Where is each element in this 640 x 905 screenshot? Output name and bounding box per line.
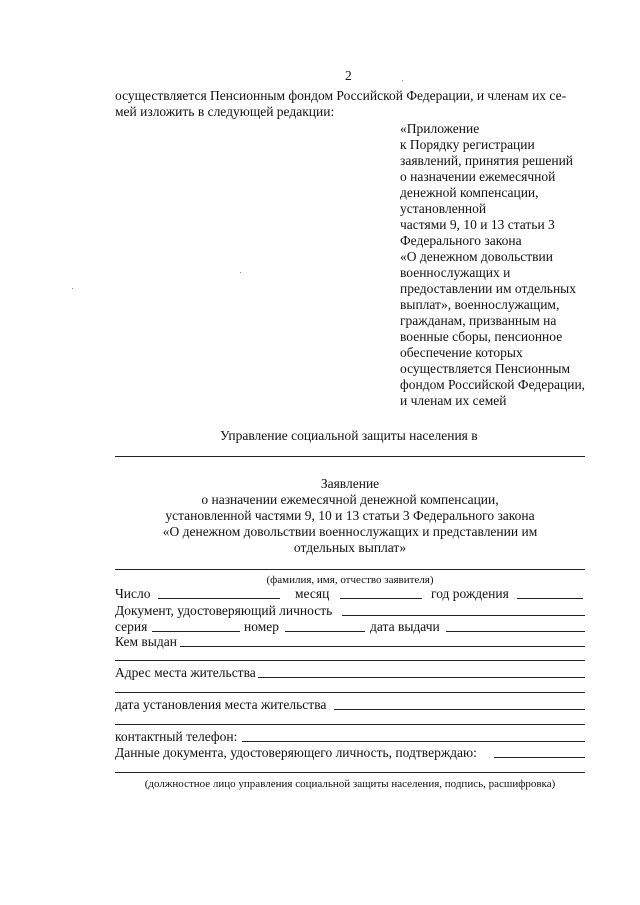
issue-date-field[interactable]	[446, 631, 585, 632]
official-caption: (должностное лицо управления социальной защиты населения, подпись, расшифровка)	[144, 778, 556, 790]
annex-line: «Приложение	[400, 121, 480, 136]
annex-line: частями 9, 10 и 13 статьи 3	[400, 217, 555, 232]
issued-by-label: Кем выдан	[115, 634, 177, 649]
title-line-4: «О денежном довольствии военнослужащих и представлении им	[162, 524, 538, 539]
birth-year-label: год рождения	[431, 586, 509, 601]
scan-speck	[240, 272, 241, 273]
annex-line: денежной компенсации,	[400, 185, 539, 200]
fio-caption: (фамилия, имя, отчество заявителя)	[266, 574, 434, 586]
title-line-1: Заявление	[320, 476, 380, 491]
annex-line: заявлений, принятия решений	[400, 153, 574, 168]
number-field[interactable]	[285, 631, 365, 632]
title-line-3: установленной частями 9, 10 и 13 статьи 3 Федерального закона	[165, 508, 535, 523]
series-label: серия	[115, 619, 148, 634]
scan-speck	[72, 288, 73, 289]
annex-line: установленной	[400, 201, 487, 216]
title-line-2: о назначении ежемесячной денежной компенсации,	[201, 492, 499, 507]
annex-line: военнослужащих и	[400, 265, 511, 280]
official-signature-line[interactable]	[115, 772, 585, 773]
annex-line: Федерального закона	[400, 233, 522, 248]
doc-label: Документ, удостоверяющий личность	[115, 603, 333, 618]
residence-date-field-2[interactable]	[115, 724, 585, 725]
address-field[interactable]	[258, 677, 585, 678]
office-fill-line[interactable]	[115, 456, 585, 457]
annex-line: фондом Российской Федерации,	[400, 377, 586, 392]
day-field[interactable]	[158, 598, 280, 599]
annex-line: о назначении ежемесячной	[400, 169, 556, 184]
page-number: 2	[345, 68, 352, 83]
annex-line: гражданам, призванным на	[400, 313, 557, 328]
issued-by-field[interactable]	[180, 646, 585, 647]
number-label: номер	[244, 619, 280, 634]
fio-fill-line[interactable]	[115, 569, 585, 570]
month-field[interactable]	[340, 598, 422, 599]
annex-line: обеспечение которых	[400, 345, 523, 360]
annex-line: выплат», военнослужащим,	[400, 297, 560, 312]
annex-line: предоставлении им отдельных	[400, 281, 577, 296]
doc-field[interactable]	[342, 615, 585, 616]
series-field[interactable]	[152, 631, 240, 632]
confirm-field[interactable]	[494, 757, 585, 758]
residence-date-label: дата установления места жительства	[115, 697, 327, 712]
annex-line: осуществляется Пенсионным	[400, 361, 571, 376]
confirm-label: Данные документа, удостоверяющего личность, подтверждаю:	[115, 745, 477, 760]
address-field-2[interactable]	[115, 692, 585, 693]
month-label: месяц	[295, 586, 330, 601]
annex-line: и членам их семей	[400, 393, 507, 408]
phone-label: контактный телефон:	[115, 729, 238, 744]
issued-by-field-2[interactable]	[115, 660, 585, 661]
issue-date-label: дата выдачи	[370, 619, 440, 634]
day-label: Число	[115, 586, 151, 601]
scan-speck	[402, 80, 403, 81]
residence-date-field[interactable]	[334, 709, 585, 710]
birth-year-field[interactable]	[517, 598, 583, 599]
annex-line: «О денежном довольствии	[400, 249, 553, 264]
intro-line-2: мей изложить в следующей редакции:	[115, 104, 335, 119]
office-heading: Управление социальной защиты населения в	[220, 428, 478, 443]
annex-block	[400, 121, 600, 409]
address-label: Адрес места жительства	[115, 665, 256, 680]
intro-line-1: осуществляется Пенсионным фондом Российской Федерации, и членам их се-	[115, 88, 567, 103]
title-line-5: отдельных выплат»	[293, 540, 407, 555]
annex-line: военные сборы, пенсионное	[400, 329, 563, 344]
annex-line: к Порядку регистрации	[400, 137, 535, 152]
phone-field[interactable]	[242, 741, 585, 742]
